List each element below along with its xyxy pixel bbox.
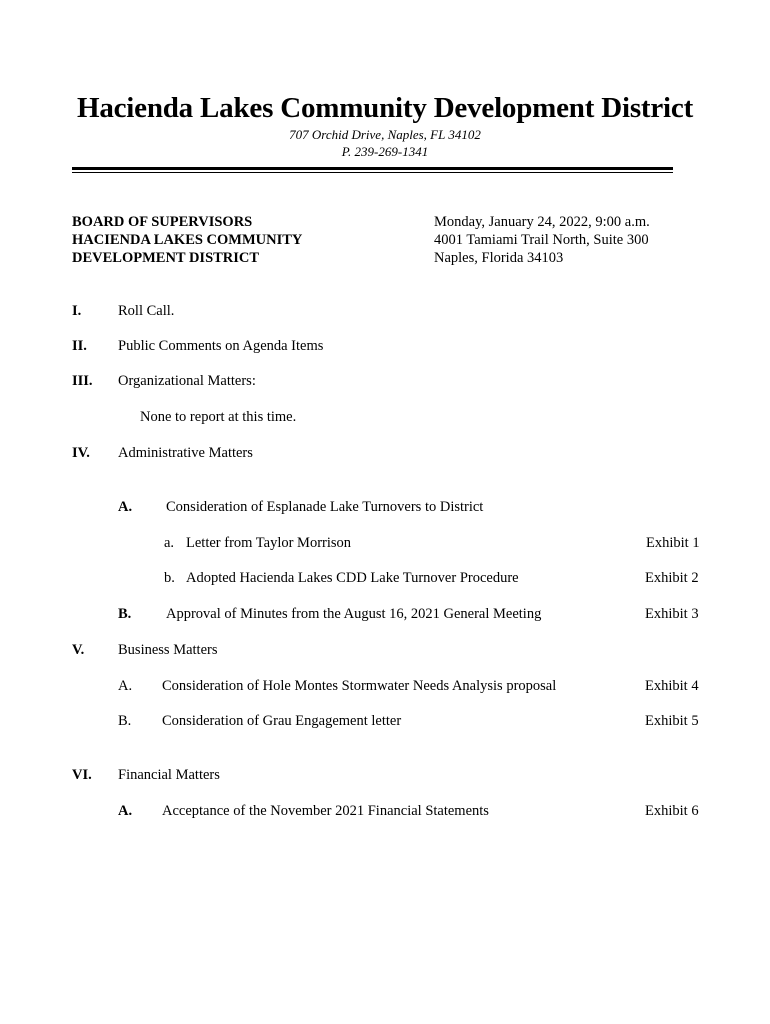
exhibit-2-label: Exhibit 2 (645, 570, 699, 586)
exhibit-5-label: Exhibit 5 (645, 713, 699, 729)
board-line-1: BOARD OF SUPERVISORS (72, 214, 253, 230)
header-divider-thin (72, 172, 673, 173)
district-phone: P. 239-269-1341 (341, 144, 429, 159)
agenda-vi-a-text: Acceptance of the November 2021 Financial Statements (162, 803, 489, 819)
agenda-item-ii: Public Comments on Agenda Items (118, 338, 324, 354)
agenda-num-i: I. (72, 303, 82, 319)
exhibit-6-label: Exhibit 6 (645, 803, 699, 819)
agenda-iv-a-a-text: Letter from Taylor Morrison (186, 535, 352, 551)
exhibit-3-label: Exhibit 3 (645, 606, 699, 622)
agenda-v-b-letter: B. (118, 713, 132, 729)
agenda-num-ii: II. (72, 338, 87, 354)
meeting-location-line1: 4001 Tamiami Trail North, Suite 300 (434, 232, 649, 248)
agenda-num-v: V. (72, 642, 85, 658)
agenda-v-b-text: Consideration of Grau Engagement letter (162, 713, 402, 729)
agenda-num-iv: IV. (72, 445, 90, 461)
agenda-iv-a-text: Consideration of Esplanade Lake Turnovers to District (166, 499, 484, 515)
agenda-item-vi: Financial Matters (118, 767, 220, 783)
agenda-vi-a-letter: A. (118, 803, 133, 819)
agenda-item-iii-note: None to report at this time. (140, 409, 297, 425)
board-line-2: HACIENDA LAKES COMMUNITY (72, 232, 303, 248)
agenda-iv-a-b-letter: b. (164, 570, 175, 586)
meeting-location-line2: Naples, Florida 34103 (434, 250, 564, 266)
district-address: 707 Orchid Drive, Naples, FL 34102 (289, 127, 481, 142)
meeting-datetime: Monday, January 24, 2022, 9:00 a.m. (434, 214, 650, 230)
district-title: Hacienda Lakes Community Development District (76, 92, 694, 124)
agenda-item-v: Business Matters (118, 642, 218, 658)
exhibit-1-label: Exhibit 1 (646, 535, 700, 551)
agenda-iv-b-text: Approval of Minutes from the August 16, 2021 General Meeting (166, 606, 542, 622)
agenda-num-vi: VI. (72, 767, 92, 783)
board-heading (72, 213, 302, 267)
agenda-item-iii: Organizational Matters: (118, 373, 256, 389)
agenda-num-iii: III. (72, 373, 93, 389)
agenda-iv-a-letter: A. (118, 499, 133, 515)
exhibit-4-label: Exhibit 4 (645, 678, 699, 694)
agenda-iv-b-letter: B. (118, 606, 132, 622)
agenda-item-i: Roll Call. (118, 303, 175, 319)
board-line-3: DEVELOPMENT DISTRICT (72, 250, 260, 266)
header-divider-thick (72, 167, 673, 170)
agenda-v-a-letter: A. (118, 678, 133, 694)
meeting-info (434, 213, 650, 267)
agenda-iv-a-b-text: Adopted Hacienda Lakes CDD Lake Turnover Procedure (186, 570, 519, 586)
agenda-item-iv: Administrative Matters (118, 445, 253, 461)
agenda-v-a-text: Consideration of Hole Montes Stormwater Needs Analysis proposal (162, 678, 557, 694)
agenda-iv-a-a-letter: a. (164, 535, 175, 551)
